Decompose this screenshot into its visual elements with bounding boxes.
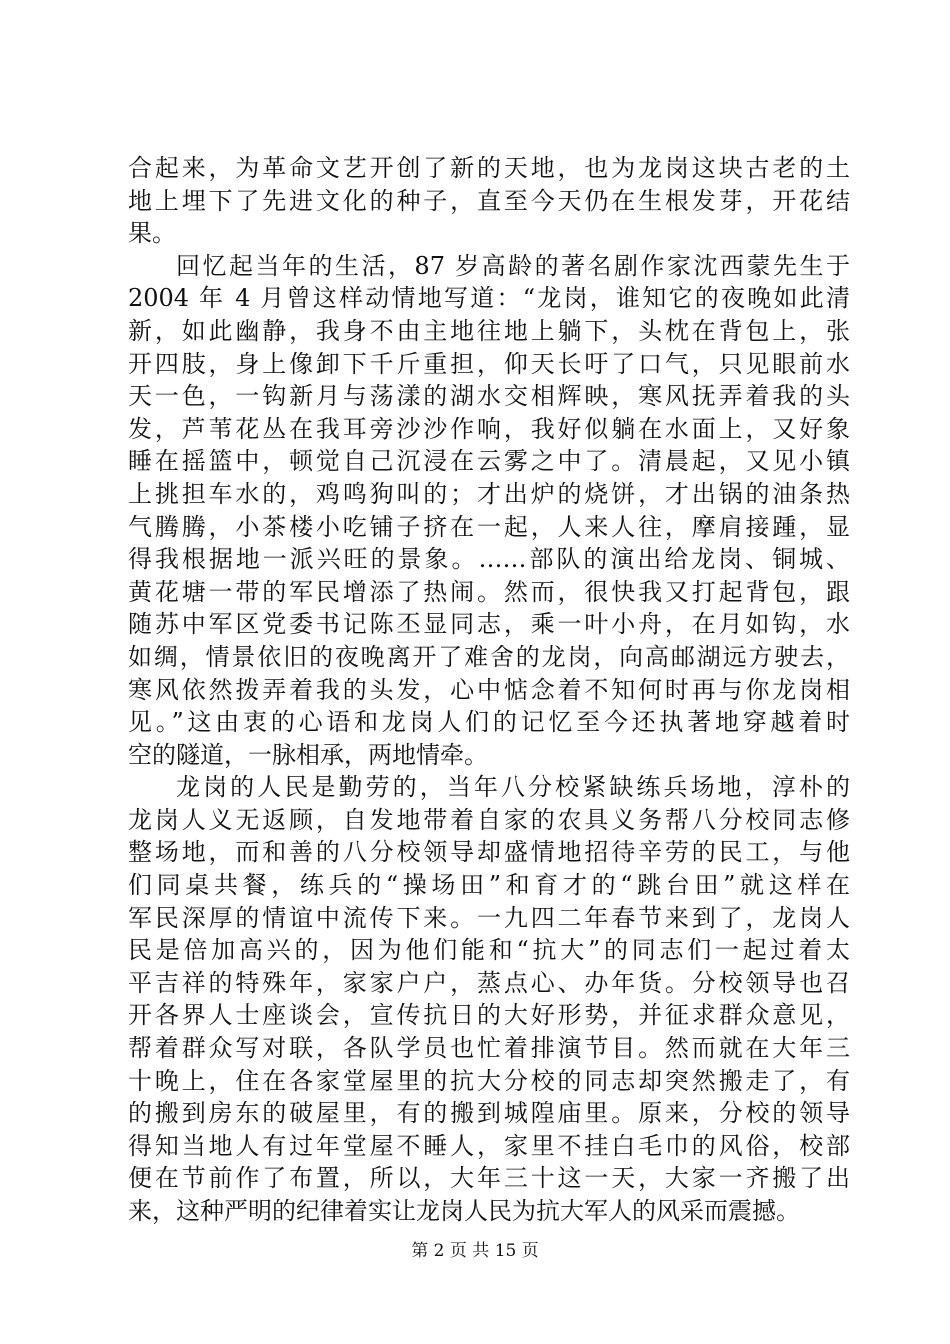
text-line: 合起来，为革命文艺开创了新的天地，也为龙岗这块古老的土 (128, 154, 850, 182)
text-line: 新，如此幽静，我身不由主地往地上躺下，头枕在背包上，张 (128, 316, 850, 345)
text-line: 黄花塘一带的军民增添了热闹。然而，很快我又打起背包，跟 (128, 577, 850, 606)
paragraph (128, 771, 850, 1227)
text-line: 气腾腾，小茶楼小吃铺子挤在一起，人来人往，摩肩接踵，显 (128, 512, 850, 541)
text-line: 上挑担车水的，鸡鸣狗叫的；才出炉的烧饼，才出锅的油条热 (128, 479, 850, 508)
text-line: 果。 (128, 219, 176, 248)
text-line: 帮着群众写对联，各队学员也忙着排演节目。然而就在大年三 (128, 1034, 850, 1063)
text-line: 整场地，而和善的八分校领导却盛情地招待辛劳的民工，与他 (128, 838, 850, 867)
text-line: 开四肢，身上像卸下千斤重担，仰天长吁了口气，只见眼前水 (128, 349, 850, 378)
text-line: 便在节前作了布置，所以，大年三十这一天，大家一齐搬了出 (128, 1164, 850, 1193)
text-line: 龙岗人义无返顾，自发地带着自家的农具义务帮八分校同志修 (128, 805, 850, 834)
page-footer: 第 2 页 共 15 页 (411, 1241, 539, 1261)
text-line: 龙岗的人民是勤劳的，当年八分校紧缺练兵场地，淳朴的 (176, 773, 850, 802)
text-line: 们同桌共餐，练兵的“操场田”和育才的“跳台田”就这样在 (128, 871, 850, 900)
text-line: 如绸，情景依旧的夜晚离开了难舍的龙岗，向高邮湖远方驶去， (128, 642, 850, 671)
text-line: 空的隧道，一脉相承，两地情牵。 (128, 740, 488, 769)
text-line: 的搬到房东的破屋里，有的搬到城隍庙里。原来，分校的领导 (128, 1099, 850, 1128)
text-line: 十晚上，住在各家堂屋里的抗大分校的同志却突然搬走了，有 (128, 1066, 850, 1095)
text-line: 随苏中军区党委书记陈丕显同志，乘一叶小舟，在月如钩，水 (128, 610, 850, 639)
document-body (128, 152, 850, 1228)
paragraph (128, 152, 850, 250)
text-line: 2004 年 4 月曾这样动情地写道：“龙岗，谁知它的夜晚如此清 (128, 284, 850, 313)
text-line: 得我根据地一派兴旺的景象。……部队的演出给龙岗、铜城、 (128, 545, 850, 574)
text-line: 回忆起当年的生活，87 岁高龄的著名剧作家沈西蒙先生于 (176, 251, 850, 280)
text-line: 发，芦苇花丛在我耳旁沙沙作响，我好似躺在水面上，又好象 (128, 414, 850, 443)
text-line: 寒风依然拨弄着我的头发，心中惦念着不知何时再与你龙岗相 (128, 675, 850, 704)
text-line: 睡在摇篮中，顿觉自己沉浸在云雾之中了。清晨起，又见小镇 (128, 447, 850, 476)
text-line: 开各界人士座谈会，宣传抗日的大好形势，并征求群众意见， (128, 1001, 850, 1030)
text-line: 平吉祥的特殊年，家家户户，蒸点心、办年货。分校领导也召 (128, 968, 850, 997)
text-line: 民是倍加高兴的，因为他们能和“抗大”的同志们一起过着太 (128, 936, 850, 965)
paragraph (128, 250, 850, 772)
text-line: 天一色，一钩新月与荡漾的湖水交相辉映，寒风抚弄着我的头 (128, 382, 850, 411)
text-line: 来，这种严明的纪律着实让龙岗人民为抗大军人的风采而震撼。 (128, 1197, 800, 1225)
text-line: 军民深厚的情谊中流传下来。一九四二年春节来到了，龙岗人 (128, 903, 850, 932)
text-line: 得知当地人有过年堂屋不睡人，家里不挂白毛巾的风俗，校部 (128, 1131, 850, 1160)
text-line: 见。”这由衷的心语和龙岗人们的记忆至今还执著地穿越着时 (128, 708, 850, 737)
text-line: 地上埋下了先进文化的种子，直至今天仍在生根发芽，开花结 (128, 186, 850, 215)
